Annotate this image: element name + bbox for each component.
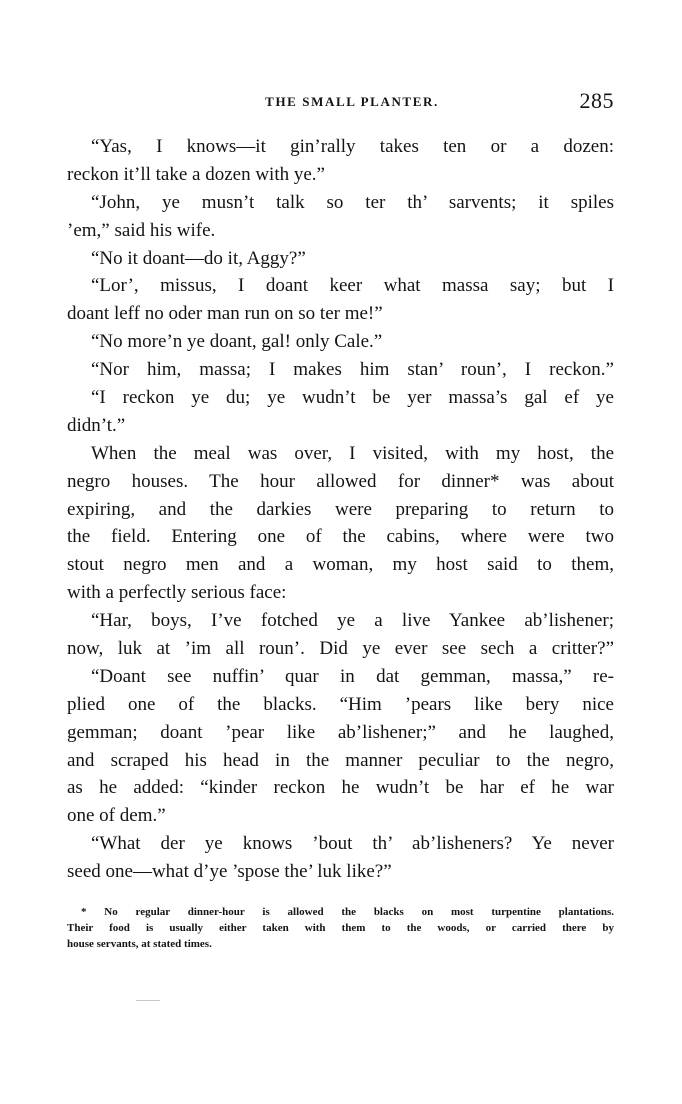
text-line: one of dem.”: [67, 805, 166, 827]
page-fold-mark: [136, 1000, 160, 1001]
text-line: now, luk at ’im all roun’. Did ye ever see sech a critter?”: [67, 638, 614, 660]
text-line: with a perfectly serious face:: [67, 582, 287, 604]
text-line: “Har, boys, I’ve fotched ye a live Yankee ab’lishener;: [91, 610, 614, 632]
text-line: as he added: “kinder reckon he wudn’t be har ef he war: [67, 777, 614, 799]
text-line: “What der ye knows ’bout th’ ab’lisheners? Ye never: [91, 833, 614, 855]
text-line: didn’t.”: [67, 414, 126, 436]
text-line: plied one of the blacks. “Him ’pears like bery nice: [67, 693, 614, 715]
text-line: ’em,” said his wife.: [67, 219, 216, 241]
body-text: [67, 133, 614, 886]
text-line: “Doant see nuffin’ quar in dat gemman, massa,” re-: [91, 665, 614, 687]
page-number: 285: [579, 88, 614, 113]
text-line: “I reckon ye du; ye wudn’t be yer massa’s gal ef ye: [91, 387, 614, 409]
text-line: “No more’n ye doant, gal! only Cale.”: [91, 331, 383, 353]
text-line: doant leff no oder man run on so ter me!”: [67, 303, 383, 325]
footnote: [67, 904, 614, 952]
text-line: the field. Entering one of the cabins, where were two: [67, 526, 614, 548]
text-line: negro houses. The hour allowed for dinner* was about: [67, 470, 614, 492]
text-line: reckon it’ll take a dozen with ye.”: [67, 163, 325, 185]
running-head: [66, 88, 614, 118]
text-line: seed one—what d’ye ’spose the’ luk like?”: [67, 861, 392, 883]
text-line: stout negro men and a woman, my host said to them,: [67, 554, 614, 576]
text-line: gemman; doant ’pear like ab’lishener;” and he laughed,: [67, 721, 614, 743]
text-line: and scraped his head in the manner peculiar to the negro,: [67, 749, 614, 771]
footnote-line: Their food is usually either taken with them to the woods, or carried there by: [67, 922, 614, 934]
text-line: expiring, and the darkies were preparing to return to: [67, 498, 614, 520]
text-line: “No it doant—do it, Aggy?”: [91, 247, 306, 269]
text-line: When the meal was over, I visited, with my host, the: [91, 442, 614, 464]
text-line: “Yas, I knows—it gin’rally takes ten or a dozen:: [91, 136, 614, 157]
footnote-line: * No regular dinner-hour is allowed the blacks on most turpentine plantations.: [81, 906, 614, 918]
running-title: THE SMALL PLANTER.: [265, 94, 439, 109]
text-line: “Lor’, missus, I doant keer what massa say; but I: [91, 275, 614, 297]
text-line: “John, ye musn’t talk so ter th’ sarvents; it spiles: [91, 191, 614, 213]
footnote-line: house servants, at stated times.: [67, 938, 212, 950]
text-line: “Nor him, massa; I makes him stan’ roun’, I reckon.”: [91, 359, 614, 381]
